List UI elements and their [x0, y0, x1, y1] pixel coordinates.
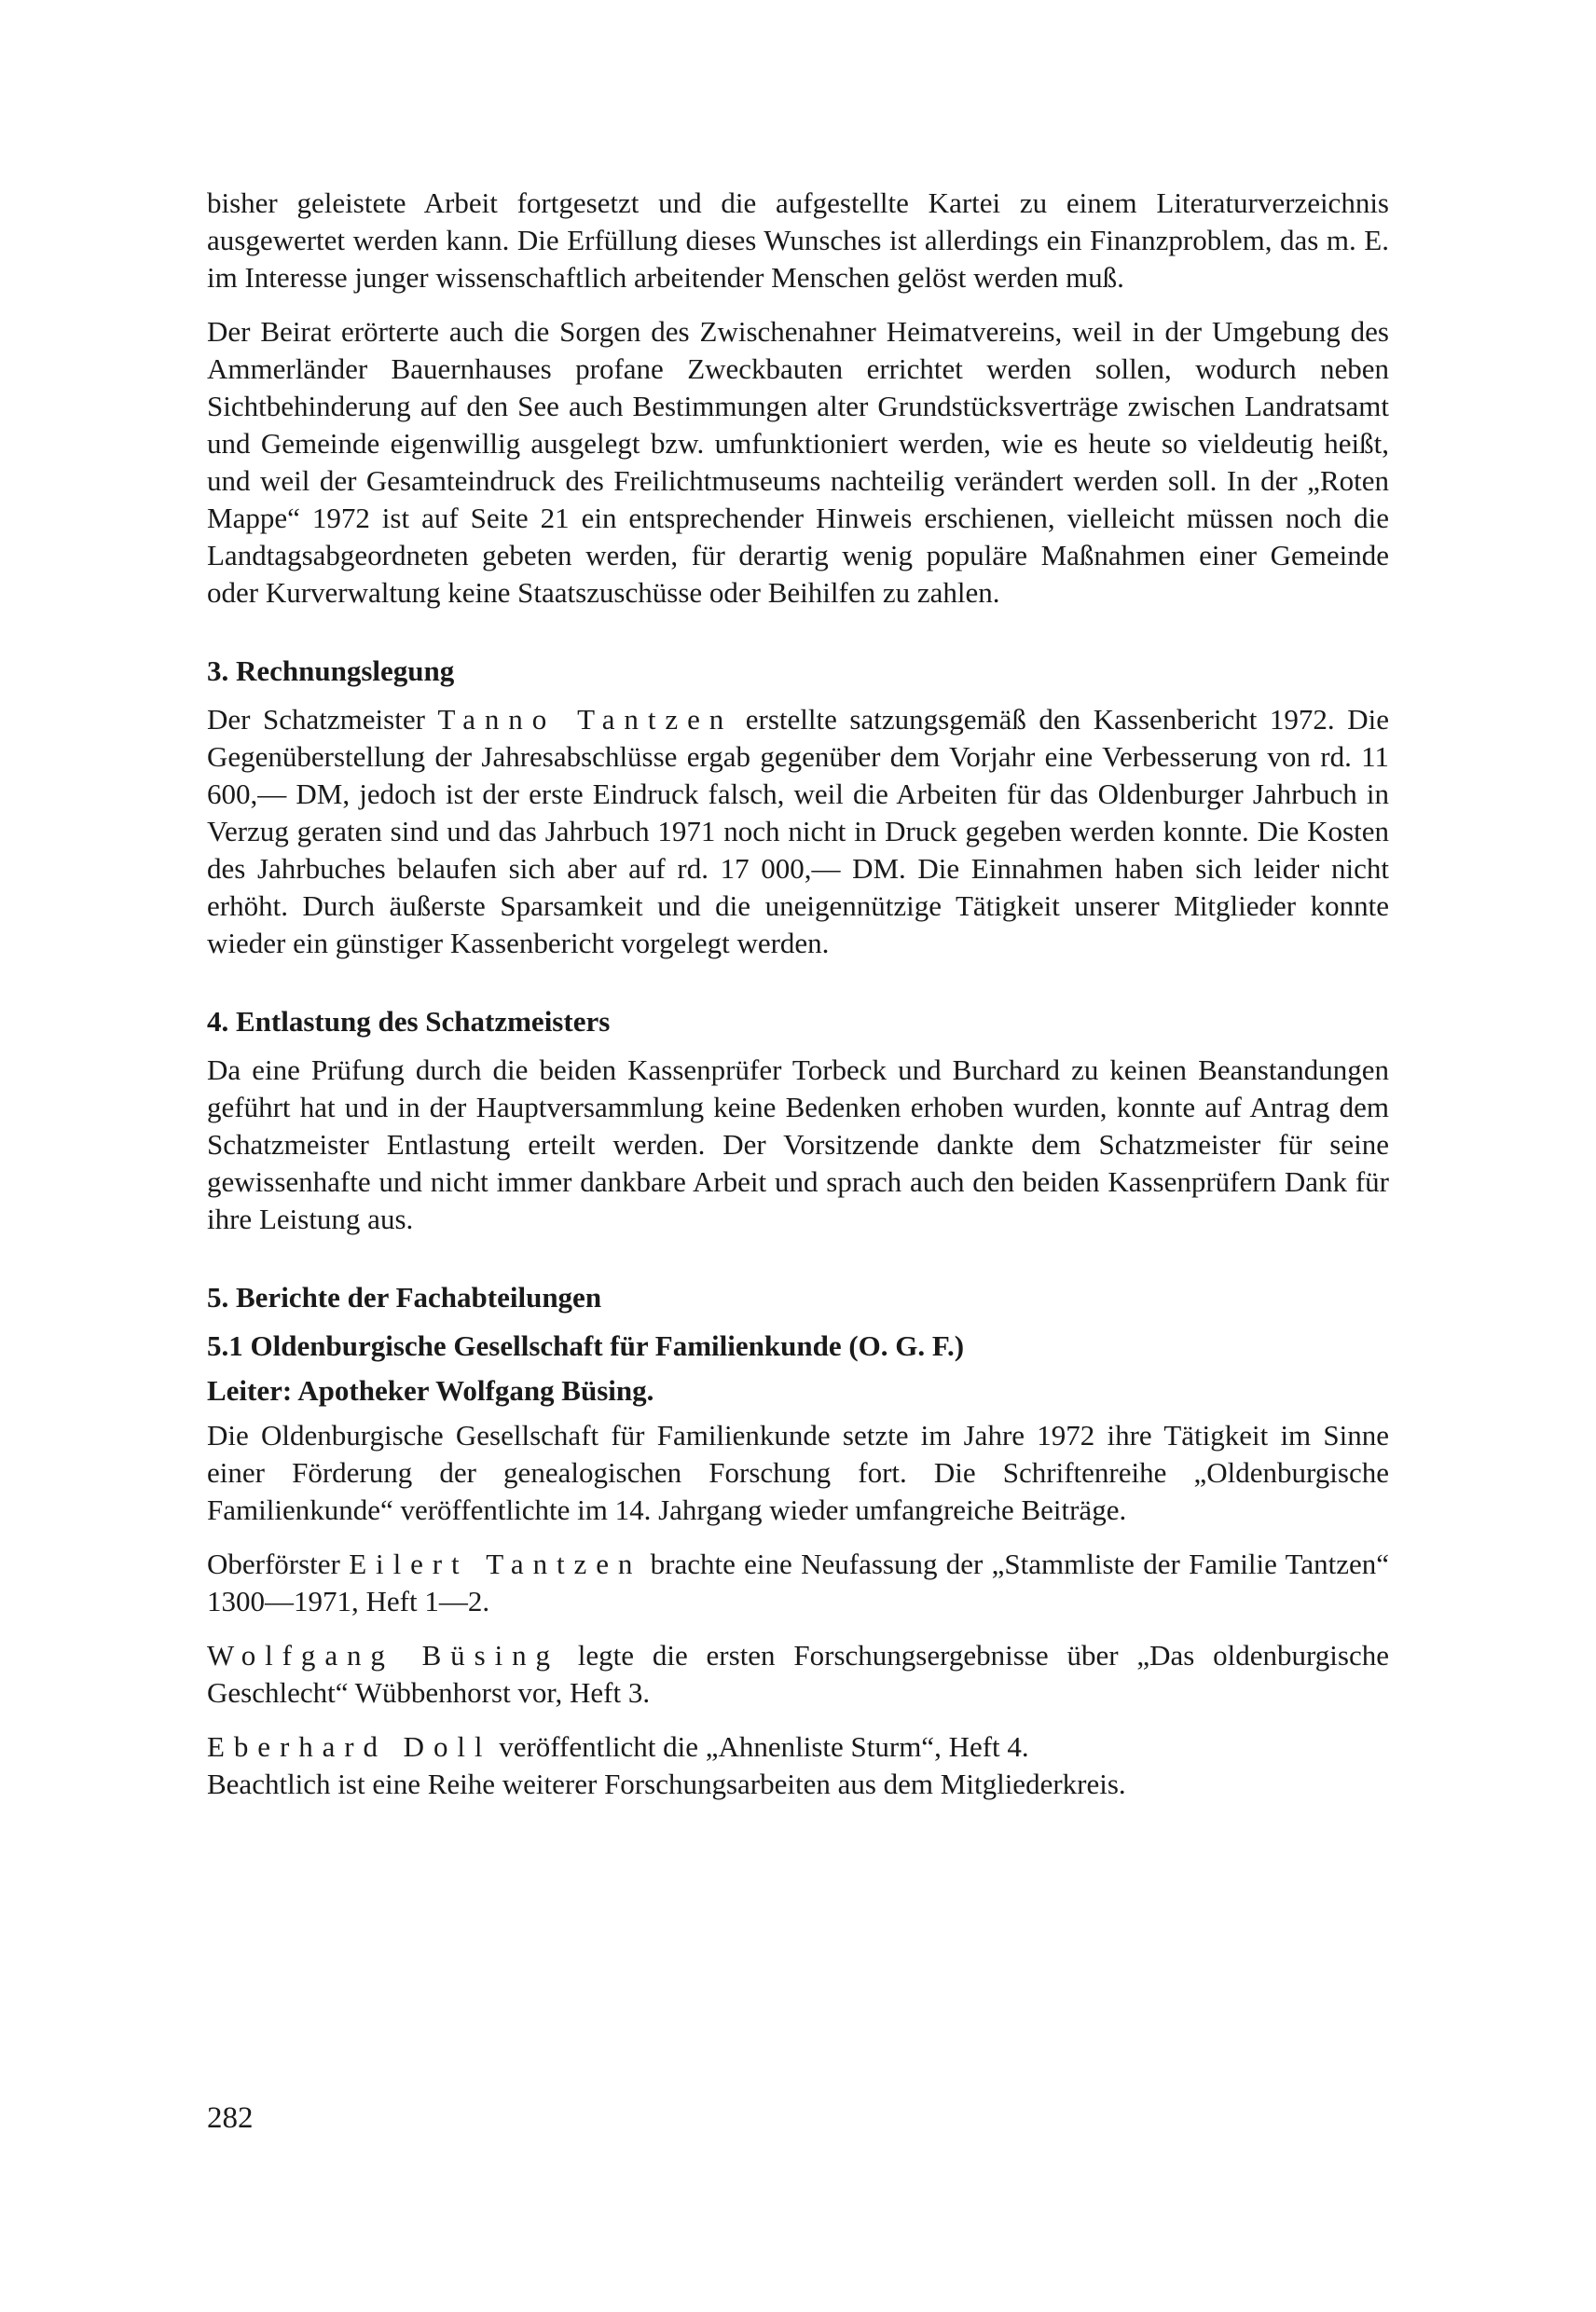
page-number: 282 [207, 2101, 254, 2135]
paragraph-item-doll [207, 1728, 1389, 1766]
person-name: Eberhard Doll [207, 1730, 492, 1763]
text-segment: Oberförster [207, 1548, 350, 1580]
heading-rechnungslegung: 3. Rechnungslegung [207, 654, 455, 687]
text-segment: brachte eine Neufassung der „Stammliste der Familie Tantzen“ 1300—1971, Heft 1—2. [207, 1548, 1389, 1617]
paragraph-closing: Beachtlich ist eine Reihe weiterer Forschungsarbeiten aus dem Mitgliederkreis. [207, 1768, 1126, 1800]
text-segment: Der Schatzmeister [207, 703, 438, 736]
heading-entlastung: 4. Entlastung des Schatzmeisters [207, 1005, 611, 1038]
text-segment: veröffentlicht die „Ahnenliste Sturm“, Heft 4. [491, 1730, 1029, 1763]
person-name: Wolfgang Büsing [207, 1639, 559, 1672]
subheading-familienkunde: 5.1 Oldenburgische Gesellschaft für Familienkunde (O. G. F.) [207, 1329, 965, 1362]
paragraph-advisory-board: Der Beirat erörterte auch die Sorgen des Zwischenahner Heimatvereins, weil in der Umgebung des Ammerländer Bauernhauses profane Zweckbauten errichtet werden sollen, wodurch neben Sichtbehinderung auf den See auch Bestimmungen alter Grundstücksverträge zwischen Landratsamt und Gemeinde eigenwillig ausgelegt bzw. umfunktioniert werden, wie es heute so vieldeutig heißt, und weil der Gesamteindruck des Freilichtmuseums nachteilig verändert werden soll. In der „Roten Mappe“ 1972 ist auf Seite 21 ein entsprechender Hinweis erschienen, vielleicht müssen noch die Landtagsabgeordneten gebeten werden, für derartig wenig populäre Maßnahmen einer Gemeinde oder Kurverwaltung keine Staatszuschüsse oder Beihilfen zu zahlen. [207, 315, 1389, 609]
heading-berichte: 5. Berichte der Fachabteilungen [207, 1281, 602, 1314]
paragraph-item-tantzen [207, 1546, 1389, 1620]
person-name: Tanno Tantzen [437, 703, 734, 736]
paragraph-literature-index: bisher geleistete Arbeit fortgesetzt und die aufgestellte Kartei zu einem Literaturverzeichnis ausgewertet werden kann. Die Erfüllung dieses Wunsches ist allerdings ein Finanzproblem, das m. E. im Interesse junger wissenschaftlich arbeitender Menschen gelöst werden muß. [207, 186, 1389, 294]
paragraph-familienkunde-intro: Die Oldenburgische Gesellschaft für Familienkunde setzte im Jahre 1972 ihre Tätigkeit im Sinne einer Förderung der genealogischen Forschung fort. Die Schriftenreihe „Oldenburgische Familienkunde“ veröffentlichte im 14. Jahrgang wieder umfangreiche Beiträge. [207, 1419, 1389, 1526]
text-segment: legte die ersten Forschungsergebnisse über „Das oldenburgische Geschlecht“ Wübbenhorst vor, Heft 3. [207, 1639, 1389, 1709]
leader-line: Leiter: Apotheker Wolfgang Büsing. [207, 1374, 654, 1407]
paragraph-item-buesing [207, 1637, 1389, 1712]
text-segment: erstellte satzungsgemäß den Kassenbericht 1972. Die Gegenüberstellung der Jahresabschlüsse ergab gegenüber dem Vorjahr eine Verbesserung von rd. 11 600,— DM, jedoch ist der erste Eindruck falsch, weil die Arbeiten für das Oldenburger Jahrbuch in Verzug geraten sind und das Jahrbuch 1971 noch nicht in Druck gegeben werden konnte. Die Kosten des Jahrbuches belaufen sich aber auf rd. 17 000,— DM. Die Einnahmen haben sich leider nicht erhöht. Durch äußerste Sparsamkeit und die uneigennützige Tätigkeit unserer Mitglieder konnte wieder ein günstiger Kassenbericht vorgelegt werden. [207, 703, 1389, 959]
page-body [207, 185, 1389, 1803]
paragraph-rechnungslegung [207, 701, 1389, 962]
person-name: Eilert Tantzen [349, 1548, 642, 1580]
paragraph-entlastung: Da eine Prüfung durch die beiden Kassenprüfer Torbeck und Burchard zu keinen Beanstandungen geführt hat und in der Hauptversammlung keine Bedenken erhoben wurden, konnte auf Antrag dem Schatzmeister Entlastung erteilt werden. Der Vorsitzende dankte dem Schatzmeister für seine gewissenhafte und nicht immer dankbare Arbeit und sprach auch den beiden Kassenprüfern Dank für ihre Leistung aus. [207, 1053, 1389, 1235]
